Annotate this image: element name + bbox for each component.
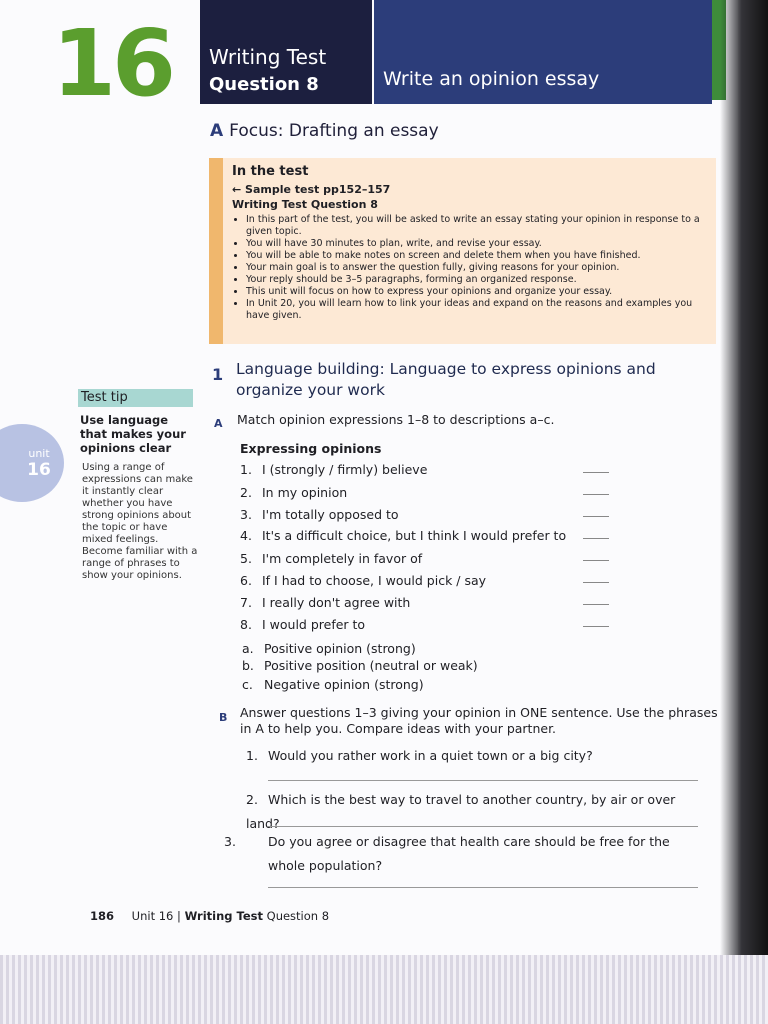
expression-text: It's a difficult choice, but I think I would prefer to bbox=[262, 528, 567, 543]
in-the-test-box bbox=[209, 158, 716, 344]
expression-number: 7. bbox=[240, 595, 252, 610]
description-text: Positive position (neutral or weak) bbox=[264, 658, 478, 673]
expression-row bbox=[240, 617, 620, 632]
expression-number: 2. bbox=[240, 485, 252, 500]
description-letter: a. bbox=[242, 641, 254, 656]
expression-text: I (strongly / firmly) believe bbox=[262, 462, 428, 477]
question-text: Do you agree or disagree that health care should be free for the whole population? bbox=[268, 834, 670, 873]
section-1-number: 1 bbox=[212, 365, 224, 384]
list-item: • You will have 30 minutes to plan, write, and revise your essay. bbox=[246, 238, 712, 250]
answer-line bbox=[268, 826, 698, 827]
book-gutter-shadow bbox=[720, 0, 768, 1024]
description-letter: c. bbox=[242, 677, 253, 692]
answer-blank bbox=[583, 604, 609, 605]
description-row bbox=[242, 677, 424, 692]
answer-blank bbox=[583, 582, 609, 583]
expression-row bbox=[240, 462, 620, 477]
answer-line bbox=[268, 780, 698, 781]
page-number: 186 bbox=[90, 909, 115, 923]
answer-blank bbox=[583, 538, 609, 539]
expression-number: 6. bbox=[240, 573, 252, 588]
page-footer bbox=[90, 909, 329, 923]
footer-question: Question 8 bbox=[266, 909, 330, 923]
expression-text: I'm totally opposed to bbox=[262, 507, 399, 522]
question-number: 3. bbox=[224, 834, 236, 849]
list-item: • Your main goal is to answer the question fully, giving reasons for your opinion. bbox=[246, 262, 712, 274]
section-a-heading bbox=[210, 121, 439, 141]
section-a-letter: A bbox=[210, 121, 224, 141]
expression-text: I'm completely in favor of bbox=[262, 551, 423, 566]
answer-line bbox=[268, 887, 698, 888]
expression-row bbox=[240, 551, 620, 566]
test-tip-heading: Test tip bbox=[78, 389, 193, 407]
question-number: 1. bbox=[246, 748, 258, 763]
expression-text: I would prefer to bbox=[262, 617, 366, 632]
description-letter: b. bbox=[242, 658, 254, 673]
exercise-b-letter: B bbox=[219, 711, 228, 724]
in-the-test-accent-bar bbox=[209, 158, 223, 344]
question-text: Would you rather work in a quiet town or a big city? bbox=[268, 748, 593, 763]
list-item: • In this part of the test, you will be asked to write an essay stating your opinion in response to a given topic. bbox=[246, 214, 712, 238]
exercise-a-letter: A bbox=[214, 417, 223, 430]
expression-text: If I had to choose, I would pick / say bbox=[262, 573, 487, 588]
expression-text: I really don't agree with bbox=[262, 595, 411, 610]
list-item: • You will be able to make notes on screen and delete them when you have finished. bbox=[246, 250, 712, 262]
question-reference: Writing Test Question 8 bbox=[232, 198, 378, 211]
expression-number: 4. bbox=[240, 528, 252, 543]
in-the-test-list bbox=[232, 214, 712, 322]
question-text: Which is the best way to travel to another country, by air or over land? bbox=[246, 792, 676, 831]
question-row bbox=[246, 744, 706, 768]
description-text: Positive opinion (strong) bbox=[264, 641, 416, 656]
header-subtitle: Question 8 bbox=[209, 74, 319, 95]
question-row bbox=[246, 788, 706, 836]
test-tip-bold: Use language that makes your opinions clear bbox=[80, 413, 186, 455]
header-title: Writing Test bbox=[209, 45, 327, 69]
description-row bbox=[242, 641, 416, 656]
exercise-b-instruction: Answer questions 1–3 giving your opinion in ONE sentence. Use the phrases in A to help you. Compare ideas with your partner. bbox=[240, 705, 718, 736]
unit-number: 16 bbox=[52, 10, 173, 117]
unit-tab-label: unit bbox=[28, 447, 50, 460]
expression-text: In my opinion bbox=[262, 485, 348, 500]
answer-blank bbox=[583, 560, 609, 561]
expression-row bbox=[240, 573, 620, 588]
question-row bbox=[224, 830, 708, 878]
expression-row bbox=[240, 595, 620, 610]
question-number: 2. bbox=[246, 792, 258, 807]
page-stack-edge bbox=[0, 955, 768, 1024]
answer-blank bbox=[583, 626, 609, 627]
header-right-title: Write an opinion essay bbox=[383, 68, 600, 90]
answer-blank bbox=[583, 472, 609, 473]
list-item: • This unit will focus on how to express your opinions and organize your essay. bbox=[246, 286, 712, 298]
in-the-test-heading: In the test bbox=[232, 164, 309, 179]
footer-unit: Unit 16 | bbox=[131, 909, 181, 923]
list-item: • In Unit 20, you will learn how to link your ideas and expand on the reasons and examples you have given. bbox=[246, 298, 712, 322]
test-tip-text: Using a range of expressions can make it instantly clear whether you have strong opinions about the topic or have mixed feelings. Become familiar with a range of phrases to show your opinions. bbox=[82, 462, 198, 581]
exercise-a-instruction: Match opinion expressions 1–8 to descriptions a–c. bbox=[237, 412, 555, 427]
expression-number: 3. bbox=[240, 507, 252, 522]
answer-blank bbox=[583, 494, 609, 495]
list-item: • Your reply should be 3–5 paragraphs, forming an organized response. bbox=[246, 274, 712, 286]
answer-blank bbox=[583, 516, 609, 517]
section-1-title: Language building: Language to express opinions and organize your work bbox=[236, 360, 656, 399]
unit-tab-number: 16 bbox=[27, 460, 51, 480]
expressions-heading: Expressing opinions bbox=[240, 441, 382, 456]
expression-number: 8. bbox=[240, 617, 252, 632]
expression-row bbox=[240, 507, 620, 522]
expression-row bbox=[240, 485, 620, 500]
footer-section: Writing Test bbox=[184, 909, 263, 923]
description-text: Negative opinion (strong) bbox=[264, 677, 424, 692]
expression-number: 1. bbox=[240, 462, 252, 477]
expression-number: 5. bbox=[240, 551, 252, 566]
section-a-title: Focus: Drafting an essay bbox=[229, 121, 439, 141]
description-row bbox=[242, 658, 478, 673]
expression-row bbox=[240, 528, 620, 543]
sample-test-reference: ← Sample test pp152–157 bbox=[232, 183, 391, 196]
